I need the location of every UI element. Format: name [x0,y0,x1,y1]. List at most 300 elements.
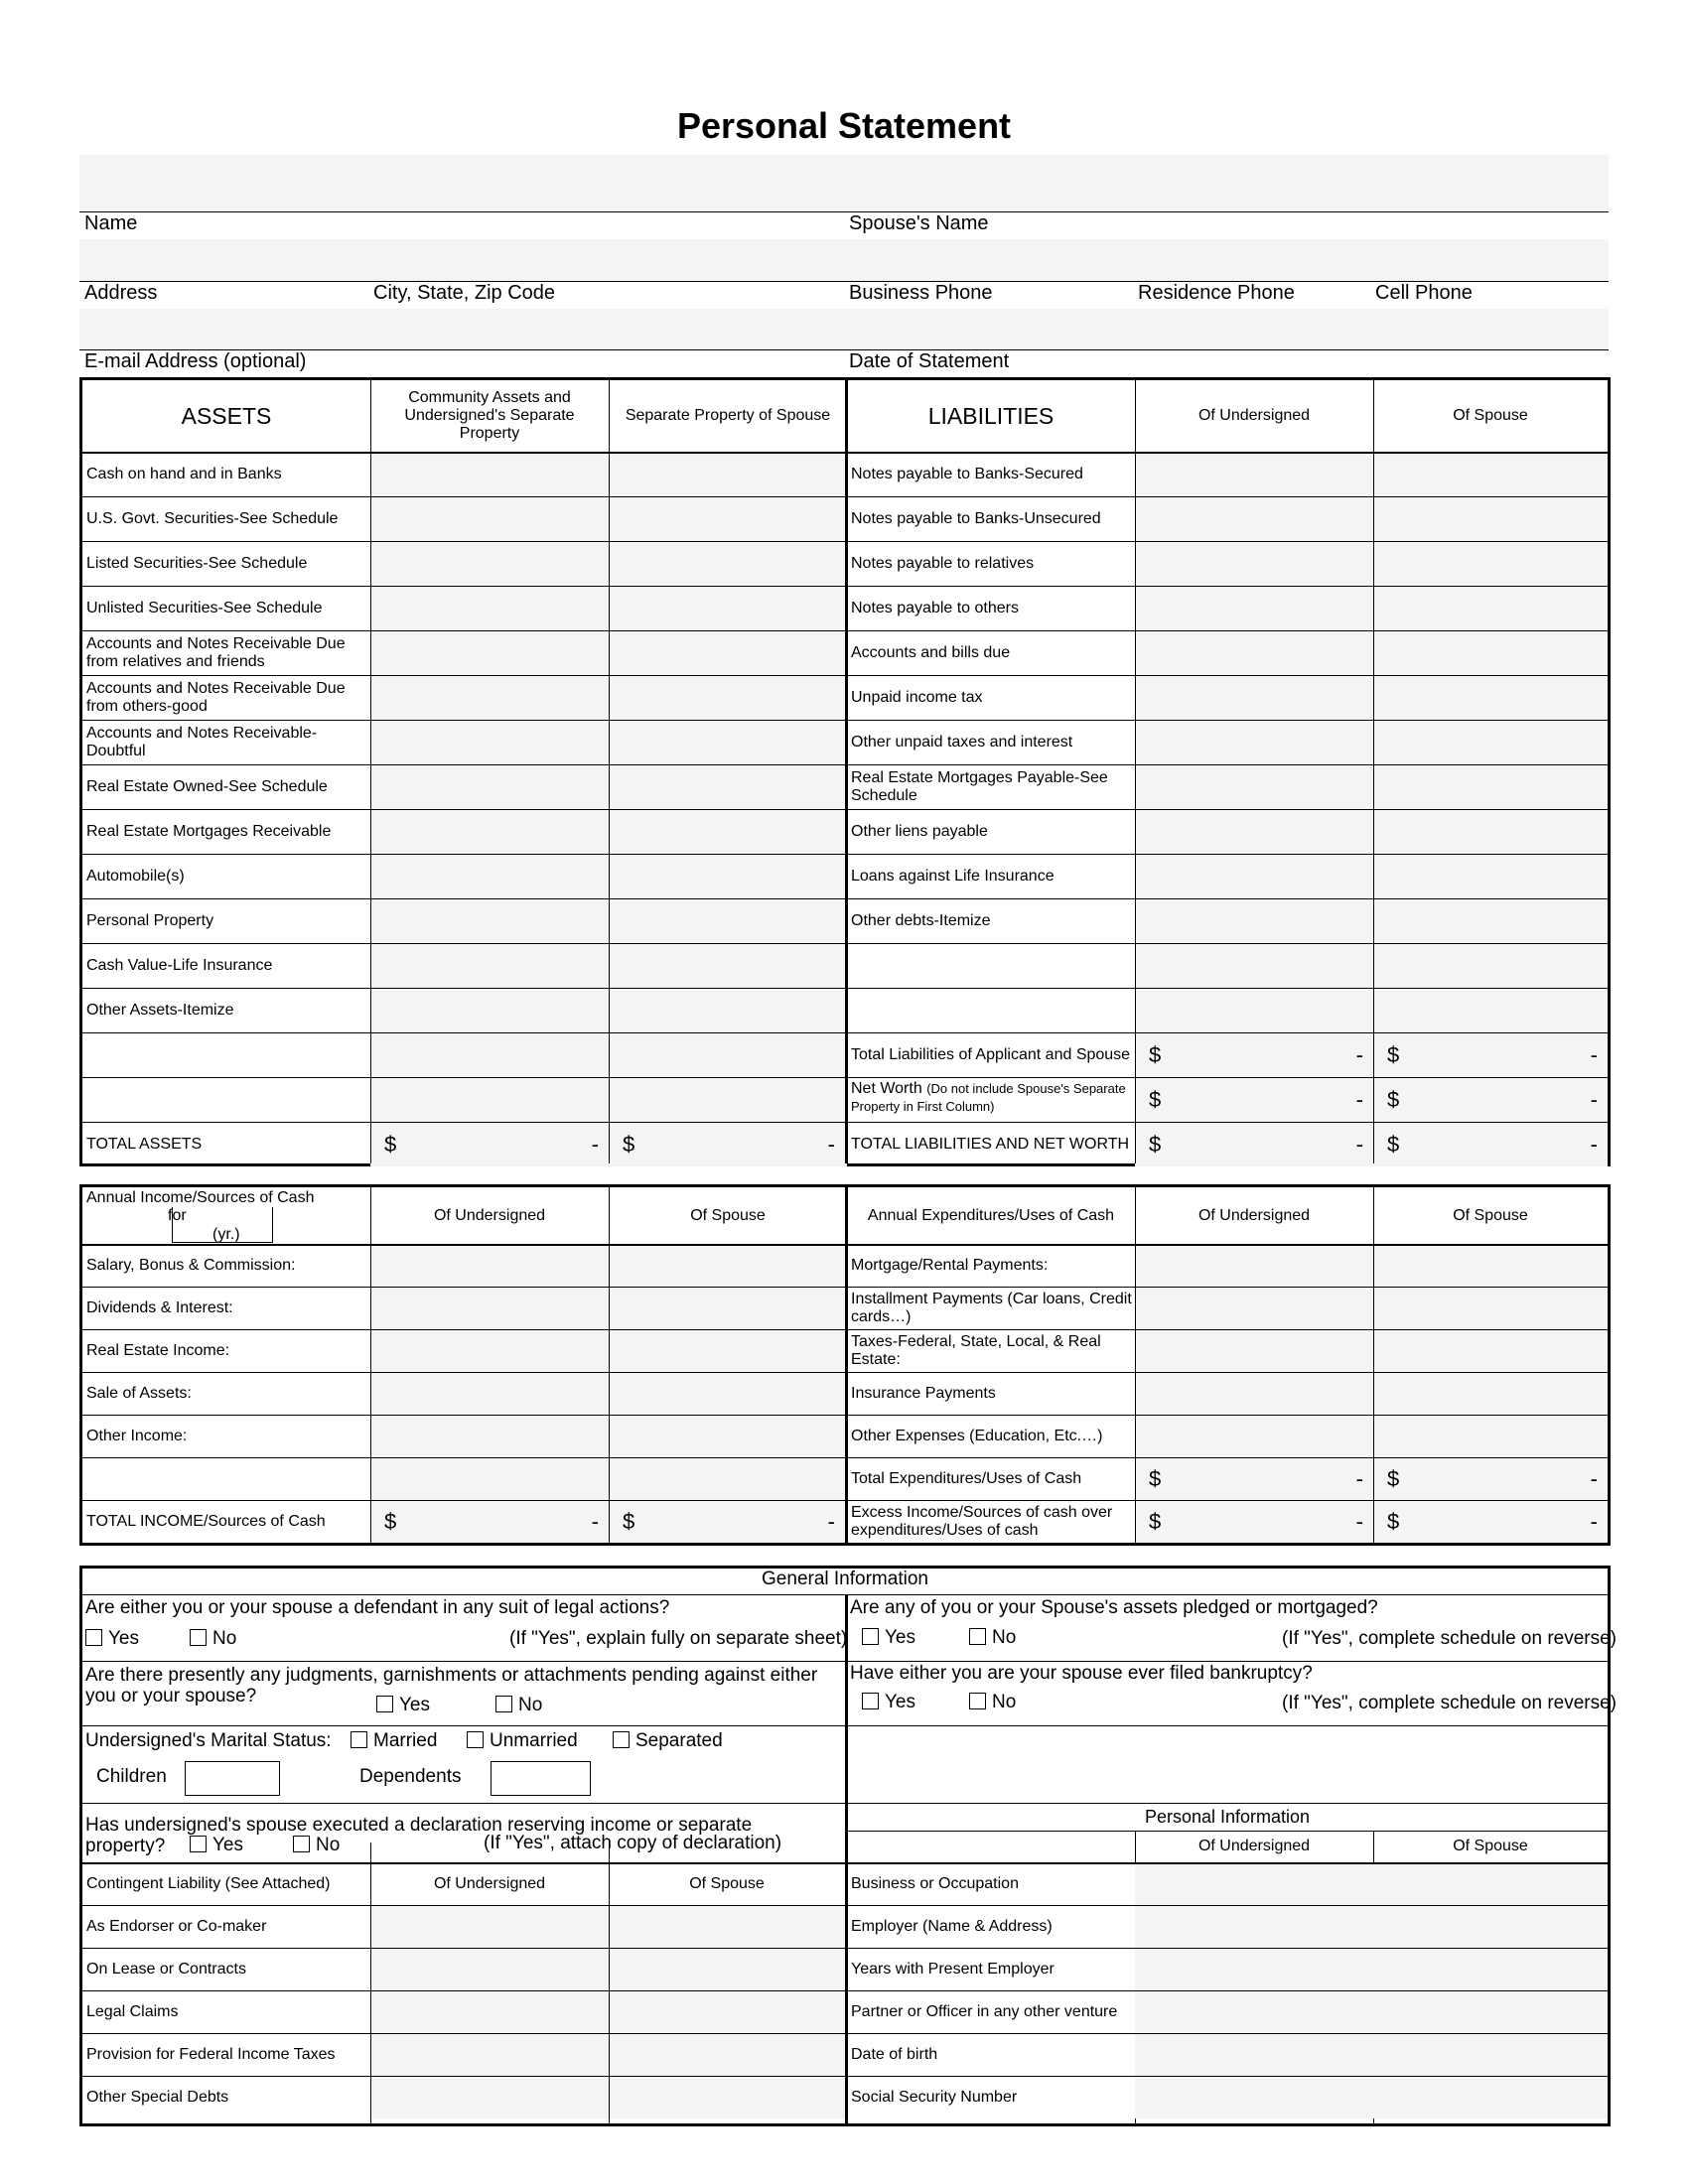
amount-cell[interactable] [609,452,847,496]
expenditures-header: Annual Expenditures/Uses of Cash [867,1206,1115,1224]
checkbox[interactable] [862,1693,879,1709]
dash-value: - [827,1508,835,1534]
amount-cell[interactable] [1135,943,1373,988]
divider [79,349,1609,350]
asset-row-label: Accounts and Notes Receivable Due from others-good [86,679,346,715]
amount-cell[interactable] [609,1457,845,1500]
contingent-row-label: As Endorser or Co-maker [86,1917,267,1935]
liability-row-label: Notes payable to Banks-Unsecured [851,509,1101,527]
info-cell[interactable] [1373,1905,1608,1948]
amount-cell[interactable] [370,675,609,720]
amount-cell[interactable] [609,764,847,809]
amount-cell[interactable] [609,1329,845,1372]
liability-row-label [847,988,1135,1032]
liability-row-label: Other unpaid taxes and interest [851,733,1073,751]
amount-cell[interactable] [370,898,609,943]
expenditure-total-undersigned[interactable] [1135,1500,1373,1543]
amount-cell[interactable] [1135,809,1373,854]
info-cell[interactable] [1135,1948,1373,1990]
q2-no-option[interactable] [969,1627,1016,1649]
address-field[interactable] [79,239,1609,281]
dash-value: - [1355,1086,1363,1112]
dash-value: - [1590,1041,1598,1067]
checkbox-label: Unmarried [490,1730,578,1751]
amount-cell[interactable] [609,630,847,675]
expenditure-row-label: Mortgage/Rental Payments: [851,1256,1049,1274]
asset-row-label: TOTAL ASSETS [86,1135,203,1153]
divider [79,211,1609,212]
q2-yes-option[interactable] [862,1627,915,1649]
checkbox[interactable] [190,1629,207,1646]
info-cell[interactable] [1373,2033,1608,2076]
income-row-label: Dividends & Interest: [86,1298,233,1316]
col-divider [609,380,610,1163]
income-header-for: for [168,1207,187,1224]
expenditure-row-label: Insurance Payments [851,1384,996,1402]
amount-cell[interactable] [370,1415,609,1457]
address-label: Address [84,282,158,304]
amount-cell[interactable] [370,2076,609,2118]
checkbox[interactable] [351,1731,367,1748]
income-row-label: Salary, Bonus & Commission: [86,1256,296,1274]
of-spouse-header: Of Spouse [1453,1206,1528,1224]
amount-cell[interactable] [609,496,847,541]
amount-cell[interactable] [370,452,609,496]
amount-cell[interactable] [609,988,847,1032]
amount-cell[interactable] [1135,452,1373,496]
amount-cell[interactable] [1135,586,1373,630]
dash-value: - [1590,1465,1598,1491]
expenditure-total-spouse[interactable] [1373,1457,1608,1500]
dash-value: - [1590,1508,1598,1534]
of-undersigned-header: Of Undersigned [1197,407,1311,424]
amount-cell[interactable] [609,1905,845,1948]
email-field[interactable] [79,309,1609,349]
dash-value: - [591,1508,599,1534]
liability-total-undersigned[interactable] [1135,1077,1373,1122]
liability-row-label: Notes payable to relatives [851,554,1035,572]
amount-cell[interactable] [1135,1329,1373,1372]
income-row-label [82,1457,370,1500]
amount-cell[interactable] [370,1244,609,1287]
q1-yes-option[interactable] [85,1628,139,1650]
amount-cell[interactable] [1373,675,1608,720]
general-information-title: General Information [762,1569,928,1589]
dash-value: - [827,1131,835,1157]
checkbox-label: No [992,1692,1017,1712]
amount-cell[interactable] [609,2033,845,2076]
checkbox[interactable] [613,1731,630,1748]
asset-row-label: U.S. Govt. Securities-See Schedule [86,509,339,527]
net-worth-label: Net Worth [851,1080,922,1097]
amount-cell[interactable] [609,854,847,898]
dash-value: - [1355,1465,1363,1491]
info-cell[interactable] [1135,2033,1373,2076]
name-label: Name [84,212,138,234]
q5-text: Has undersigned's spouse executed a declaration reserving income or separate property? [85,1815,753,1856]
amount-cell[interactable] [370,1287,609,1329]
general-information-section [79,1566,1618,2126]
liability-row-label [847,1077,1135,1122]
contingent-liability-header: Contingent Liability (See Attached) [86,1874,331,1892]
dollar-sign: $ [384,1508,397,1534]
total-assets-community[interactable] [370,1122,609,1166]
total-income-undersigned[interactable] [370,1500,609,1543]
amount-cell[interactable] [1373,496,1608,541]
income-expenditure-table [79,1184,1611,1546]
amount-cell[interactable] [1135,854,1373,898]
personal-information-title: Personal Information [1144,1807,1311,1827]
dollar-sign: $ [1387,1131,1400,1157]
checkbox-label: Yes [885,1627,915,1648]
liability-row-label: TOTAL LIABILITIES AND NET WORTH [851,1135,1130,1153]
asset-row-label: Accounts and Notes Receivable Due from relatives and friends [86,634,346,670]
checkbox-label: Yes [212,1835,243,1855]
amount-cell[interactable] [370,1032,609,1077]
q5-yes-option[interactable] [190,1835,243,1856]
q5-note: (If "Yes", attach copy of declaration) [484,1833,782,1853]
amount-cell[interactable] [609,1077,847,1122]
cell-phone-label: Cell Phone [1375,282,1473,304]
amount-cell[interactable] [370,586,609,630]
liability-row-label: Loans against Life Insurance [851,867,1055,885]
residence-phone-label: Residence Phone [1138,282,1295,304]
liability-total-spouse[interactable] [1373,1077,1608,1122]
expenditure-row-label: Taxes-Federal, State, Local, & Real Estate: [851,1332,1101,1368]
of-undersigned-header: Of Undersigned [433,1874,546,1892]
q3-no-option[interactable] [495,1695,542,1716]
personal-row-label: Date of birth [851,2045,938,2063]
checkbox[interactable] [293,1836,310,1852]
amount-cell[interactable] [1373,1415,1608,1457]
separate-spouse-header: Separate Property of Spouse [625,407,831,424]
business-phone-label: Business Phone [849,282,993,304]
expenditure-row-label: Installment Payments (Car loans, Credit cards…) [851,1290,1132,1325]
balance-sheet-table [79,377,1611,1166]
liability-row-label: Real Estate Mortgages Payable-See Schedule [851,768,1108,804]
amount-cell[interactable] [370,720,609,764]
info-cell[interactable] [1373,1862,1608,1905]
checkbox-label: No [316,1835,341,1855]
q2-text: Are any of you or your Spouse's assets pledged or mortgaged? [850,1597,1378,1618]
asset-row-label: Accounts and Notes Receivable-Doubtful [86,724,318,759]
amount-cell[interactable] [370,1372,609,1415]
checkbox-label: Yes [108,1628,139,1649]
contingent-row-label: On Lease or Contracts [86,1960,246,1978]
net-worth-note: (Do not include Spouse's Separate Property in First Column) [851,1081,1126,1114]
amount-cell[interactable] [1373,720,1608,764]
amount-cell[interactable] [370,2033,609,2076]
amount-cell[interactable] [1135,1287,1373,1329]
dollar-sign: $ [1387,1465,1400,1491]
info-cell[interactable] [1373,1990,1608,2033]
amount-cell[interactable] [609,1990,845,2033]
dash-value: - [591,1131,599,1157]
checkbox-label: No [992,1627,1017,1648]
amount-cell[interactable] [1373,586,1608,630]
liability-row-label: Other debts-Itemize [851,911,991,929]
income-row-label: Sale of Assets: [86,1384,192,1402]
income-header-yr: (yr.) [212,1226,240,1243]
personal-row-label: Employer (Name & Address) [851,1917,1053,1935]
amount-cell[interactable] [370,1329,609,1372]
dash-value: - [1355,1131,1363,1157]
amount-cell[interactable] [1135,1372,1373,1415]
amount-cell[interactable] [609,1287,845,1329]
amount-cell[interactable] [609,586,847,630]
dollar-sign: $ [384,1131,397,1157]
dash-value: - [1355,1508,1363,1534]
amount-cell[interactable] [609,1415,845,1457]
of-undersigned-header: Of Undersigned [1197,1838,1311,1854]
amount-cell[interactable] [1135,496,1373,541]
checkbox-label: Married [373,1730,438,1751]
asset-row-label: Listed Securities-See Schedule [86,554,308,572]
liability-total-undersigned[interactable] [1135,1032,1373,1077]
of-spouse-header: Of Spouse [1453,1838,1528,1854]
info-cell[interactable] [1135,1905,1373,1948]
info-cell[interactable] [1135,1862,1373,1905]
amount-cell[interactable] [1373,1372,1608,1415]
checkbox[interactable] [376,1696,393,1712]
dollar-sign: $ [1149,1131,1162,1157]
amount-cell[interactable] [1135,1415,1373,1457]
amount-cell[interactable] [1373,1329,1608,1372]
assets-header: ASSETS [181,402,272,429]
marital-status-label: Undersigned's Marital Status: [85,1730,332,1751]
liability-row-label: Unpaid income tax [851,688,983,706]
amount-cell[interactable] [370,630,609,675]
dependents-label: Dependents [359,1766,462,1787]
of-spouse-header: Of Spouse [690,1206,766,1224]
community-assets-header: Community Assets and Undersigned's Separate Property [404,389,575,442]
amount-cell[interactable] [1373,541,1608,586]
asset-row-label: Personal Property [86,911,214,929]
amount-cell[interactable] [1373,854,1608,898]
checkbox[interactable] [467,1731,484,1748]
amount-cell[interactable] [609,675,847,720]
of-undersigned-header: Of Undersigned [433,1206,546,1224]
checkbox-label: No [212,1628,237,1649]
checkbox[interactable] [969,1693,986,1709]
checkbox[interactable] [190,1836,207,1852]
info-cell[interactable] [1135,2076,1373,2118]
amount-cell[interactable] [1373,898,1608,943]
asset-row-label: Automobile(s) [86,867,185,885]
amount-cell[interactable] [609,541,847,586]
info-cell[interactable] [1135,1990,1373,2033]
col-divider [370,380,371,1163]
children-label: Children [96,1766,167,1787]
amount-cell[interactable] [1135,764,1373,809]
of-spouse-header: Of Spouse [1453,407,1528,424]
liability-row-label: Accounts and bills due [851,643,1011,661]
q4-note: (If "Yes", complete schedule on reverse) [1282,1693,1618,1713]
amount-cell[interactable] [609,720,847,764]
checkbox[interactable] [85,1629,102,1646]
amount-cell[interactable] [609,1948,845,1990]
expenditure-row-label: Total Expenditures/Uses of Cash [851,1469,1082,1487]
spouse-name-label: Spouse's Name [849,212,989,234]
amount-cell[interactable] [370,1077,609,1122]
checkbox-label: Yes [885,1692,915,1712]
amount-cell[interactable] [1373,988,1608,1032]
info-cell[interactable] [1373,1948,1608,1990]
dash-value: - [1355,1041,1363,1067]
personal-row-label: Social Security Number [851,2088,1018,2106]
dollar-sign: $ [1149,1465,1162,1491]
liability-row-label [847,943,1135,988]
income-header: Annual Income/Sources of Cash [86,1189,315,1206]
divider [82,1803,845,1804]
amount-cell[interactable] [1135,898,1373,943]
checkbox-label: Separated [635,1730,723,1751]
children-input[interactable] [185,1761,280,1796]
checkbox-label: No [518,1695,543,1715]
dollar-sign: $ [1149,1086,1162,1112]
amount-cell[interactable] [1373,1244,1608,1287]
liability-row-label: Other liens payable [851,822,988,840]
spouse-name-field[interactable] [838,155,1609,210]
income-row-label: TOTAL INCOME/Sources of Cash [86,1512,326,1530]
contingent-row-label: Provision for Federal Income Taxes [86,2045,336,2063]
divider [82,1661,1608,1662]
date-of-statement-label: Date of Statement [849,350,1010,372]
personal-row-label: Business or Occupation [851,1874,1019,1892]
amount-cell[interactable] [370,854,609,898]
amount-cell[interactable] [609,898,847,943]
separated-option[interactable] [613,1730,723,1752]
city-state-zip-label: City, State, Zip Code [373,282,556,304]
amount-cell[interactable] [1135,675,1373,720]
amount-cell[interactable] [370,764,609,809]
dollar-sign: $ [1387,1086,1400,1112]
asset-row-label [82,1077,370,1122]
amount-cell[interactable] [1373,452,1608,496]
expenditure-row-label: Excess Income/Sources of cash over expenditures/Uses of cash [851,1503,1113,1539]
dollar-sign: $ [1387,1508,1400,1534]
q5-no-option[interactable] [293,1835,340,1856]
expenditure-row-label: Other Expenses (Education, Etc.…) [851,1427,1103,1444]
income-row-label: Real Estate Income: [86,1341,230,1359]
amount-cell[interactable] [370,1948,609,1990]
q4-yes-option[interactable] [862,1692,915,1713]
dash-value: - [1590,1086,1598,1112]
amount-cell[interactable] [609,1032,847,1077]
amount-cell[interactable] [1373,764,1608,809]
amount-cell[interactable] [370,1905,609,1948]
divider [847,1803,1608,1804]
amount-cell[interactable] [1135,630,1373,675]
checkbox[interactable] [495,1696,512,1712]
asset-row-label: Other Assets-Itemize [86,1001,234,1019]
asset-row-label: Unlisted Securities-See Schedule [86,599,323,616]
dependents-input[interactable] [491,1761,591,1796]
personal-row-label: Partner or Officer in any other venture [851,2002,1118,2020]
of-spouse-header: Of Spouse [689,1874,765,1892]
of-undersigned-header: Of Undersigned [1197,1206,1311,1224]
amount-cell[interactable] [1373,809,1608,854]
amount-cell[interactable] [609,2076,845,2118]
total-income-spouse[interactable] [609,1500,845,1543]
amount-cell[interactable] [1135,541,1373,586]
q1-text: Are either you or your spouse a defendant in any suit of legal actions? [85,1597,670,1618]
asset-row-label [82,1032,370,1077]
amount-cell[interactable] [370,1990,609,2033]
q2-note: (If "Yes", complete schedule on reverse) [1282,1628,1618,1649]
total-assets-spouse[interactable] [609,1122,845,1166]
dollar-sign: $ [1387,1041,1400,1067]
amount-cell[interactable] [609,809,847,854]
amount-cell[interactable] [370,943,609,988]
dollar-sign: $ [623,1508,635,1534]
amount-cell[interactable] [370,1457,609,1500]
asset-row-label: Cash Value-Life Insurance [86,956,273,974]
divider [82,1725,1608,1726]
expenditure-total-spouse[interactable] [1373,1500,1608,1543]
dash-value: - [1590,1131,1598,1157]
q1-no-option[interactable] [190,1628,236,1650]
q3-text: Are there presently any judgments, garnishments or attachments pending against either you or your spouse? [85,1665,818,1706]
amount-cell[interactable] [370,541,609,586]
dollar-sign: $ [623,1131,635,1157]
amount-cell[interactable] [1373,630,1608,675]
amount-cell[interactable] [609,943,847,988]
amount-cell[interactable] [370,988,609,1032]
expenditure-total-undersigned[interactable] [1135,1457,1373,1500]
amount-cell[interactable] [609,1244,845,1287]
liability-total-spouse[interactable] [1373,1122,1608,1166]
liability-total-undersigned[interactable] [1135,1122,1373,1166]
page-title: Personal Statement [676,105,1012,146]
info-cell[interactable] [1373,2076,1608,2118]
dollar-sign: $ [1149,1041,1162,1067]
liability-row-label: Notes payable to Banks-Secured [851,465,1083,482]
married-option[interactable] [351,1730,437,1752]
personal-row-label: Years with Present Employer [851,1960,1055,1978]
q1-note: (If "Yes", explain fully on separate sheet) [509,1628,848,1649]
asset-row-label: Real Estate Mortgages Receivable [86,822,332,840]
amount-cell[interactable] [1135,720,1373,764]
name-field[interactable] [79,155,838,210]
amount-cell[interactable] [1135,988,1373,1032]
q4-no-option[interactable] [969,1692,1016,1713]
contingent-row-label: Other Special Debts [86,2088,229,2106]
email-label: E-mail Address (optional) [84,350,307,372]
income-row-label: Other Income: [86,1427,188,1444]
unmarried-option[interactable] [467,1730,578,1752]
amount-cell[interactable] [609,1372,845,1415]
liability-row-label: Total Liabilities of Applicant and Spouse [851,1045,1131,1063]
q4-text: Have either you are your spouse ever filed bankruptcy? [850,1663,1313,1684]
amount-cell[interactable] [1135,1244,1373,1287]
dollar-sign: $ [1149,1508,1162,1534]
amount-cell[interactable] [1373,1287,1608,1329]
amount-cell[interactable] [370,809,609,854]
checkbox[interactable] [862,1628,879,1645]
liabilities-header: LIABILITIES [927,402,1055,429]
q3-yes-option[interactable] [376,1695,430,1716]
asset-row-label: Real Estate Owned-See Schedule [86,777,328,795]
asset-row-label: Cash on hand and in Banks [86,465,282,482]
checkbox[interactable] [969,1628,986,1645]
checkbox-label: Yes [399,1695,430,1715]
amount-cell[interactable] [370,496,609,541]
liability-total-spouse[interactable] [1373,1032,1608,1077]
amount-cell[interactable] [1373,943,1608,988]
contingent-row-label: Legal Claims [86,2002,179,2020]
liability-row-label: Notes payable to others [851,599,1019,616]
